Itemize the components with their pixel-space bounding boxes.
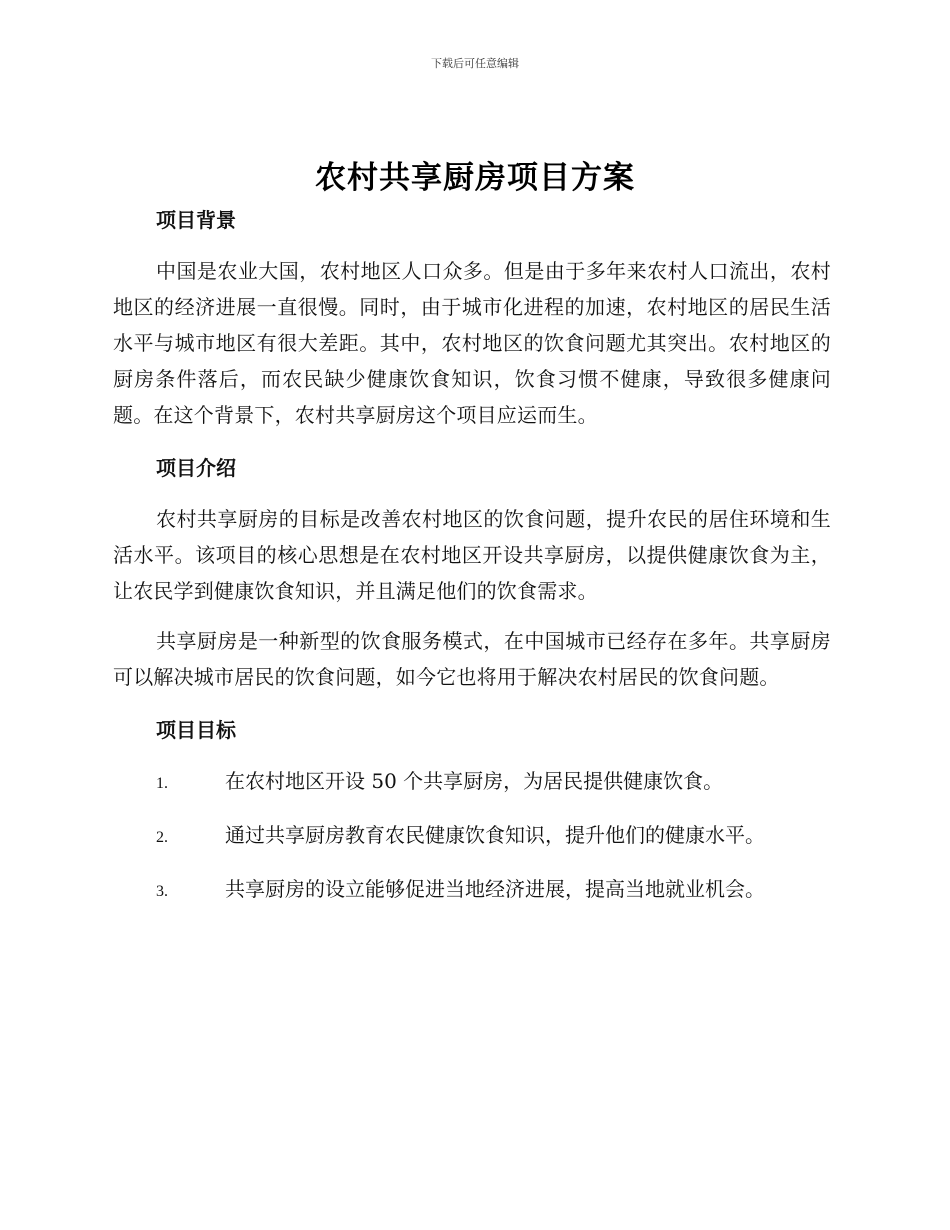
section-heading-goals: 项目目标 bbox=[156, 718, 236, 742]
paragraph-background: 中国是农业大国，农村地区人口众多。但是由于多年来农村人口流出，农村地区的经济进展一直很慢。同时，由于城市化进程的加速，农村地区的居民生活水平与城市地区有很大差距。其中，农村地区的饮食问题尤其突出。农村地区的厨房条件落后，而农民缺少健康饮食知识，饮食习惯不健康，导致很多健康问题。在这个背景下，农村共享厨房这个项目应运而生。 bbox=[113, 259, 831, 427]
list-item-number: 1. bbox=[156, 775, 168, 792]
list-item-text: 共享厨房的设立能够促进当地经济进展，提高当地就业机会。 bbox=[225, 877, 765, 901]
list-item bbox=[113, 817, 831, 871]
document-title: 农村共享厨房项目方案 bbox=[315, 160, 635, 196]
list-item-text: 在农村地区开设 50 个共享厨房，为居民提供健康饮食。 bbox=[225, 769, 724, 793]
goals-list bbox=[113, 763, 831, 925]
list-item-number: 2. bbox=[156, 829, 168, 846]
section-heading-background: 项目背景 bbox=[156, 208, 236, 232]
section-heading-introduction: 项目介绍 bbox=[156, 456, 236, 480]
paragraph-introduction-2: 共享厨房是一种新型的饮食服务模式，在中国城市已经存在多年。共享厨房可以解决城市居民的饮食问题，如今它也将用于解决农村居民的饮食问题。 bbox=[113, 629, 831, 689]
list-item-number: 3. bbox=[156, 883, 168, 900]
list-item-text: 通过共享厨房教育农民健康饮食知识，提升他们的健康水平。 bbox=[225, 823, 765, 847]
document-body bbox=[113, 203, 831, 925]
paragraph-introduction-1: 农村共享厨房的目标是改善农村地区的饮食问题，提升农民的居住环境和生活水平。该项目的核心思想是在农村地区开设共享厨房，以提供健康饮食为主，让农民学到健康饮食知识，并且满足他们的饮食需求。 bbox=[113, 507, 831, 603]
list-item bbox=[113, 871, 831, 925]
header-note: 下载后可任意编辑 bbox=[431, 57, 519, 70]
list-item bbox=[113, 763, 831, 817]
